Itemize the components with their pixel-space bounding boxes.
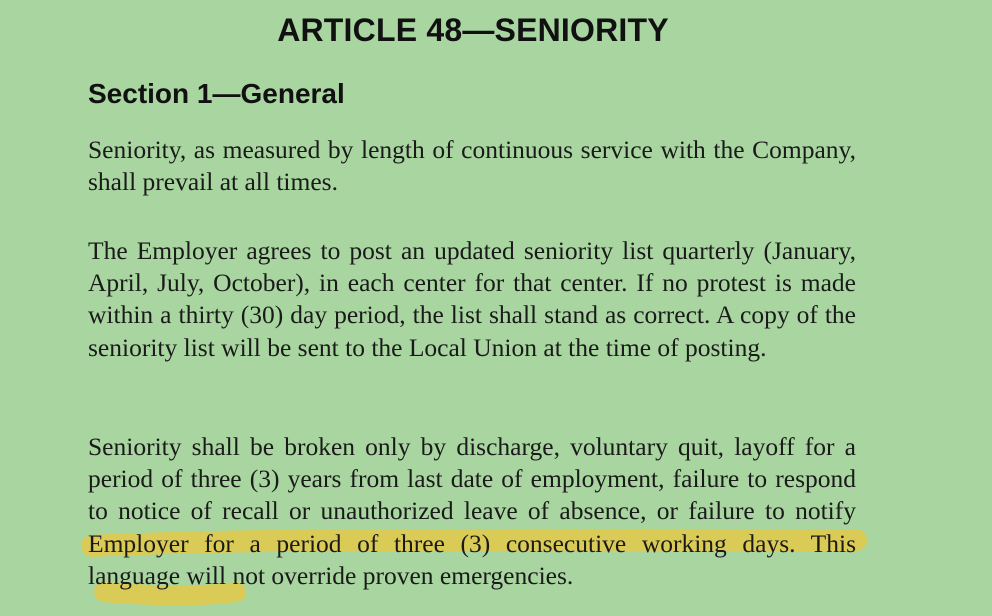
highlight-stroke-line-2 [104, 592, 236, 595]
paragraph-seniority-broken: Seniority shall be broken only by discharge, voluntary quit, layoff for a period of three (3) years from last date of employment, failure to respond to notice of recall or unauthorized leave of absence, or failure to notify Employer for a period of three (3) consecutive working days. This language will not override proven emergencies. [88, 432, 856, 590]
section-title: Section 1—General [88, 78, 345, 109]
paragraph-seniority-list-posting: The Employer agrees to post an updated seniority list quarterly (January, April, July, October), in each center for that center. If no protest is made within a thirty (30) day period, the list shall stand as correct. A copy of the seniority list will be sent to the Local Union at the time of posting. [88, 236, 856, 362]
paragraph-seniority-definition: Seniority, as measured by length of continuous service with the Company, shall prevail at all times. [88, 135, 856, 197]
article-title: ARTICLE 48—SENIORITY [277, 12, 669, 48]
